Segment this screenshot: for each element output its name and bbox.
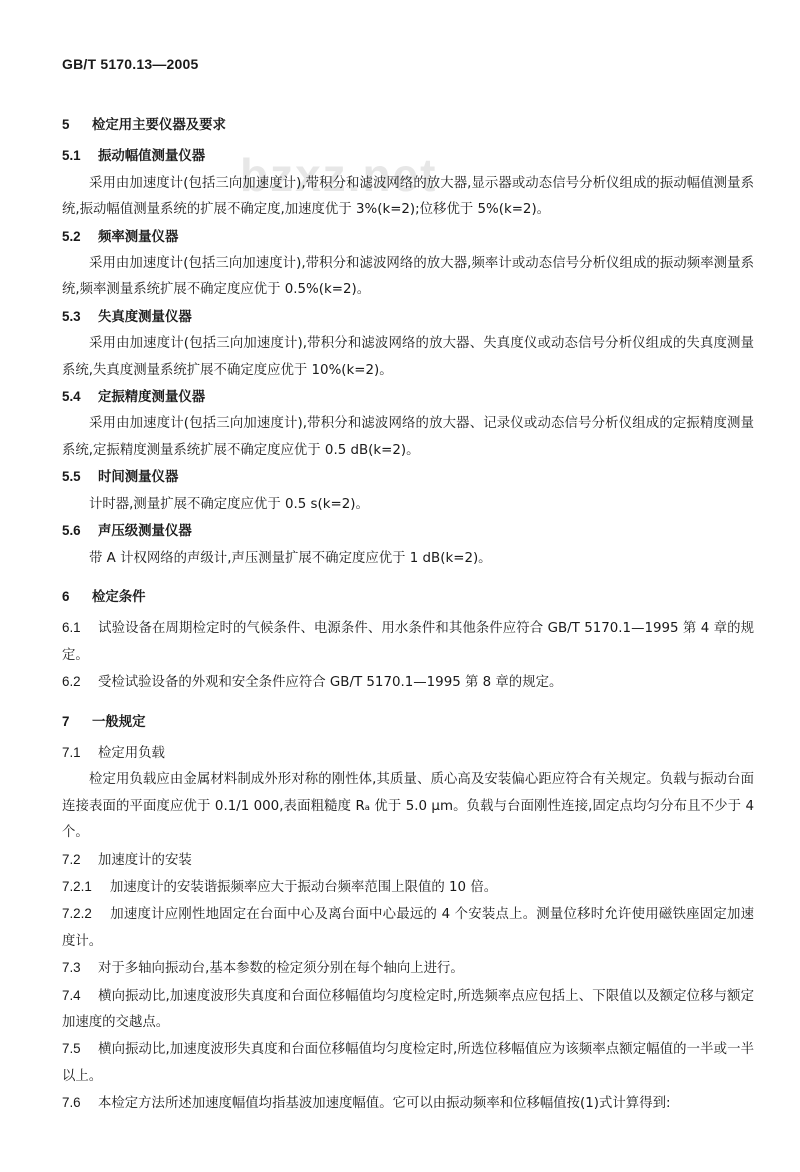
- section-title: 检定条件: [92, 589, 146, 605]
- section-5-1-heading: [62, 143, 754, 170]
- section-number: 5.1: [62, 148, 81, 164]
- section-title: 声压级测量仪器: [98, 524, 192, 540]
- section-number: 5.2: [62, 228, 81, 244]
- section-title: 检定用主要仪器及要求: [92, 118, 226, 133]
- section-5-heading: [62, 112, 754, 139]
- clause-text: 受检试验设备的外观和安全条件应符合 GB/T 5170.1—1995 第 8 章的规定。: [98, 675, 563, 691]
- section-number: 6: [62, 588, 70, 604]
- clause-text: 试验设备在周期检定时的气候条件、电源条件、用水条件和其他条件应符合 GB/T 5170.1—1995 第 4 章的规定。: [62, 621, 754, 663]
- section-7-1-heading: [62, 740, 754, 767]
- section-6-heading: [62, 584, 754, 611]
- section-5-2-heading: [62, 224, 754, 251]
- section-number: 7.1: [62, 744, 81, 760]
- clause-text: 本检定方法所述加速度幅值均指基波加速度幅值。它可以由振动频率和位移幅值按(1)式计算得到:: [98, 1096, 671, 1112]
- section-number: 7.3: [62, 960, 81, 976]
- section-6-1-text: [62, 615, 754, 669]
- clause-text: 加速度计的安装谐振频率应大于振动台频率范围上限值的 10 倍。: [110, 879, 498, 895]
- section-7-2-2-text: [62, 901, 754, 955]
- section-6-2-text: [62, 669, 754, 696]
- section-number: 5.3: [62, 308, 81, 324]
- document-body: [62, 106, 754, 1118]
- section-title: 时间测量仪器: [98, 470, 179, 486]
- section-number: 5: [62, 117, 70, 132]
- section-7-4-text: [62, 983, 754, 1037]
- section-number: 7.2.1: [62, 878, 92, 894]
- section-5-5-text: 计时器,测量扩展不确定度应优于 0.5 s(k=2)。: [89, 496, 369, 512]
- section-7-heading: [62, 709, 754, 736]
- section-5-5-heading: [62, 464, 754, 491]
- section-number: 7.6: [62, 1095, 81, 1111]
- section-7-6-text: [62, 1090, 754, 1117]
- section-7-2-1-text: [62, 874, 754, 901]
- section-5-3-text: 采用由加速度计(包括三向加速度计),带积分和滤波网络的放大器、失真度仪或动态信号分析仪组成的失真度测量系统,失真度测量系统扩展不确定度应优于 10%(k=2)。: [62, 336, 754, 378]
- section-5-4-text: 采用由加速度计(包括三向加速度计),带积分和滤波网络的放大器、记录仪或动态信号分析仪组成的定振精度测量系统,定振精度测量系统扩展不确定度应优于 0.5 dB(k=2)。: [62, 416, 754, 458]
- clause-text: 横向振动比,加速度波形失真度和台面位移幅值均匀度检定时,所选位移幅值应为该频率点额定幅值的一半或一半以上。: [62, 1042, 754, 1084]
- section-number: 7.2: [62, 851, 81, 867]
- section-number: 5.5: [62, 469, 81, 485]
- section-number: 7.4: [62, 987, 81, 1003]
- section-number: 5.4: [62, 389, 81, 405]
- section-number: 6.2: [62, 674, 81, 690]
- section-number: 5.6: [62, 523, 81, 539]
- section-5-1-text: 采用由加速度计(包括三向加速度计),带积分和滤波网络的放大器,显示器或动态信号分析仪组成的振动幅值测量系统,振动幅值测量系统的扩展不确定度,加速度优于 3%(k=2);位移优于 5%(k=2)。: [62, 175, 754, 218]
- watermark: bzxz.net: [240, 149, 438, 201]
- section-title: 振动幅值测量仪器: [98, 149, 206, 165]
- section-5-6-text: 带 A 计权网络的声级计,声压测量扩展不确定度应优于 1 dB(k=2)。: [89, 550, 492, 566]
- section-5-6-heading: [62, 518, 754, 545]
- section-5-2-text: 采用由加速度计(包括三向加速度计),带积分和滤波网络的放大器,频率计或动态信号分析仪组成的振动频率测量系统,频率测量系统扩展不确定度应优于 0.5%(k=2)。: [62, 256, 754, 298]
- section-title: 加速度计的安装: [98, 852, 192, 868]
- clause-text: 加速度计应刚性地固定在台面中心及离台面中心最远的 4 个安装点上。测量位移时允许使用磁铁座固定加速度计。: [62, 907, 754, 949]
- section-7-3-text: [62, 955, 754, 982]
- clause-text: 横向振动比,加速度波形失真度和台面位移幅值均匀度检定时,所选频率点应包括上、下限值以及额定位移与额定加速度的交越点。: [62, 988, 754, 1030]
- section-number: 7: [62, 713, 70, 729]
- section-5-4-heading: [62, 384, 754, 411]
- section-5-3-heading: [62, 304, 754, 331]
- standard-code-header: GB/T 5170.13—2005: [62, 56, 199, 72]
- section-number: 7.5: [62, 1041, 81, 1057]
- section-title: 频率测量仪器: [98, 229, 179, 245]
- clause-text: 对于多轴向振动台,基本参数的检定须分别在每个轴向上进行。: [98, 961, 464, 977]
- section-title: 一般规定: [92, 714, 146, 730]
- section-title: 检定用负载: [98, 745, 165, 761]
- section-number: 7.2.2: [62, 906, 92, 922]
- section-title: 失真度测量仪器: [98, 309, 192, 325]
- section-7-1-text: 检定用负载应由金属材料制成外形对称的刚性体,其质量、质心高及安装偏心距应符合有关规定。负载与振动台面连接表面的平面度应优于 0.1/1 000,表面粗糙度 Rₐ 优于 5.0 μm。负载与台面刚性连接,固定点均匀分布且不少于 4 个。: [62, 772, 754, 841]
- section-number: 6.1: [62, 620, 81, 636]
- section-7-5-text: [62, 1036, 754, 1090]
- section-7-2-heading: [62, 847, 754, 874]
- section-title: 定振精度测量仪器: [98, 390, 206, 406]
